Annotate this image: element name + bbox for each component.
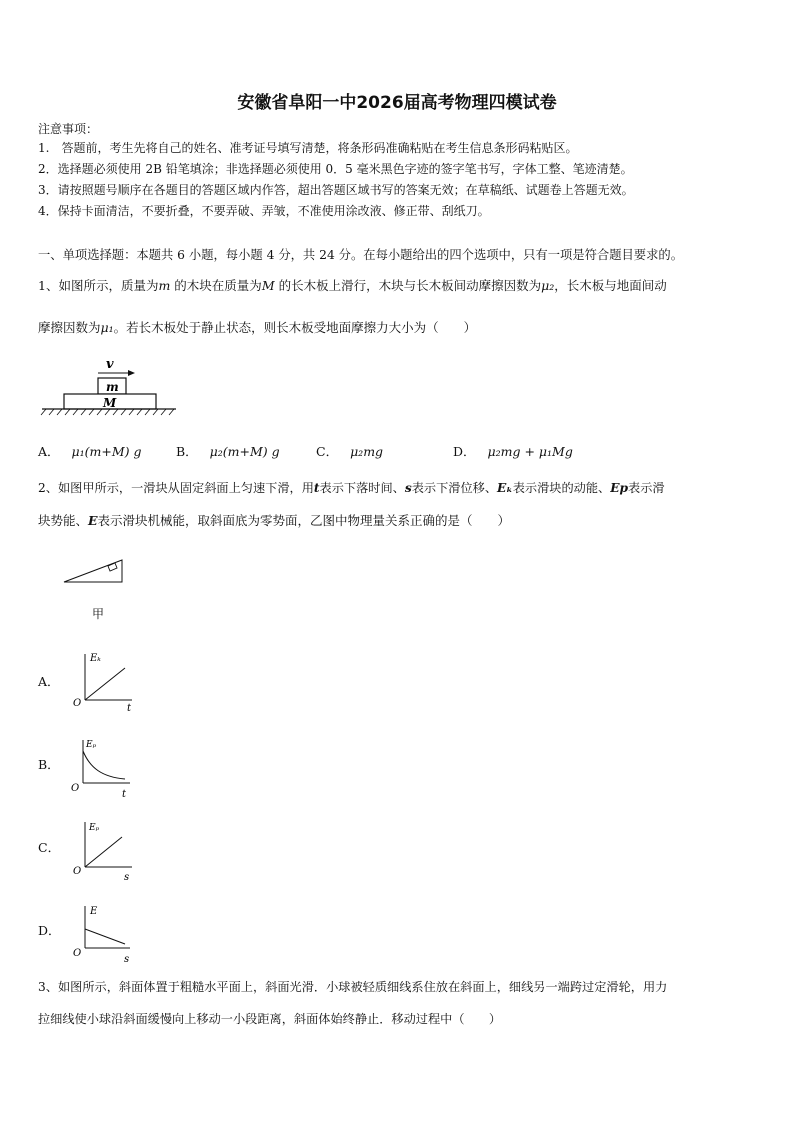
q1-option-d[interactable] xyxy=(453,442,573,460)
q1-text: 。若长木板处于静止状态，则长木板受地面摩擦力大小为（ ） xyxy=(113,320,477,335)
notice-item-3: 3．请按照题号顺序在各题目的答题区域内作答，超出答题区域书写的答案无效；在草稿纸、试题卷上答题无效。 xyxy=(38,183,634,197)
y-axis-label: Eₚ xyxy=(89,823,100,833)
q2-option-c-graph xyxy=(70,818,145,883)
origin-label: O xyxy=(73,866,82,877)
q1-stem-line2 xyxy=(38,318,476,336)
q1-text: 的木块在质量为 xyxy=(170,278,262,293)
q2-symbol-E: E xyxy=(88,513,98,528)
q2-symbol-s: s xyxy=(404,481,412,495)
q2-text: 表示滑块的动能、 xyxy=(512,481,611,495)
q2-text: 表示滑块机械能，取斜面底为零势面，乙图中物理量关系正确的是（ ） xyxy=(97,513,511,528)
q1-fig-velocity-label: v xyxy=(106,357,114,372)
q1-option-a[interactable] xyxy=(38,442,142,460)
y-axis-label: E xyxy=(90,906,98,917)
y-axis-label: Eₚ xyxy=(86,740,97,750)
origin-label: O xyxy=(73,698,82,709)
q2-option-a-label[interactable]: A． xyxy=(38,674,60,689)
option-expression: μ₂mg + μ₁Mg xyxy=(487,444,573,459)
x-axis-label: s xyxy=(124,872,130,883)
q2-symbol-Ep: Ep xyxy=(610,481,629,495)
notice-item-1: 1. 答题前，考生先将自己的姓名、准考证号填写清楚，将条形码准确粘贴在考生信息条形码粘贴区。 xyxy=(38,141,578,155)
q1-symbol-mu2: μ₂ xyxy=(541,278,555,293)
origin-label: O xyxy=(71,783,80,794)
q1-symbol-M: M xyxy=(261,278,275,293)
q2-option-c-label[interactable]: C． xyxy=(38,840,61,855)
notice-item-2: 2．选择题必须使用 2B 铅笔填涂；非选择题必须使用 0．5 毫米黑色字迹的签字笔书写，字体工整、笔迹清楚。 xyxy=(38,162,633,176)
option-label: D． xyxy=(453,444,476,459)
q1-text: 摩擦因数为 xyxy=(38,320,101,335)
q3-stem-line1: 3、如图所示，斜面体置于粗糙水平面上，斜面光滑．小球被轻质细线系住放在斜面上，细线另一端跨过定滑轮，用力 xyxy=(38,980,668,994)
x-axis-label: t xyxy=(127,703,132,714)
page-title: 安徽省阜阳一中2026届高考物理四模试卷 xyxy=(237,93,557,113)
q2-symbol-Ek: Eₖ xyxy=(497,481,513,495)
q1-figure-block-on-board xyxy=(40,352,180,422)
q2-option-b-label[interactable]: B． xyxy=(38,757,60,772)
section-heading-single-choice: 一、单项选择题：本题共 6 小题，每小题 4 分，共 24 分。在每小题给出的四个选项中，只有一项是符合题目要求的。 xyxy=(38,248,683,262)
q1-option-c[interactable] xyxy=(316,442,383,460)
q2-stem-line2 xyxy=(38,511,510,529)
q1-text: 1、如图所示，质量为 xyxy=(38,278,159,293)
arrow-head-icon xyxy=(128,370,135,376)
q2-fig-slider-block xyxy=(108,563,117,571)
origin-label: O xyxy=(73,948,82,959)
q1-fig-m-label: m xyxy=(106,380,119,394)
q2-stem-line1 xyxy=(38,479,665,496)
option-expression: μ₁(m+M) g xyxy=(71,444,142,459)
q2-option-d-graph xyxy=(70,902,145,967)
q1-text: ，长木板与地面间动 xyxy=(554,278,667,293)
q3-stem-line2: 拉细线使小球沿斜面缓慢向上移动一小段距离，斜面体始终静止．移动过程中（ ） xyxy=(38,1012,502,1026)
q1-text: 的长木板上滑行，木块与长木板间动摩擦因数为 xyxy=(274,278,542,293)
option-label: C． xyxy=(316,444,339,459)
graph-curve xyxy=(83,751,125,779)
option-label: B． xyxy=(176,444,198,459)
x-axis-label: t xyxy=(122,789,127,800)
option-expression: μ₂(m+M) g xyxy=(209,444,280,459)
graph-curve xyxy=(85,668,125,700)
q2-option-d-label[interactable]: D． xyxy=(38,923,61,938)
q1-symbol-m: m xyxy=(158,278,171,293)
notice-item-4: 4．保持卡面清洁，不要折叠，不要弄破、弄皱，不准使用涂改液、修正带、刮纸刀。 xyxy=(38,204,490,218)
q1-stem-line1 xyxy=(38,276,667,294)
q1-fig-M-label: M xyxy=(103,396,117,410)
q2-text: 表示滑 xyxy=(628,481,665,495)
y-axis-label: Eₖ xyxy=(90,653,101,664)
q1-symbol-mu1: μ₁ xyxy=(100,320,114,335)
notice-heading: 注意事项： xyxy=(38,122,99,136)
q2-figure-label: 甲 xyxy=(92,607,105,621)
q2-figure-incline xyxy=(60,554,130,589)
q2-text: 表示下滑位移、 xyxy=(411,481,498,495)
graph-curve xyxy=(85,837,122,867)
q2-text: 表示下落时间、 xyxy=(319,481,405,495)
q2-option-a-graph xyxy=(70,650,145,715)
graph-curve xyxy=(85,929,125,944)
option-expression: μ₂mg xyxy=(350,444,384,459)
option-label: A． xyxy=(38,444,60,459)
q1-option-b[interactable] xyxy=(176,442,280,460)
q2-symbol-t: t xyxy=(313,481,320,495)
q2-text: 块势能、 xyxy=(38,513,89,528)
q2-option-b-graph xyxy=(68,736,143,801)
x-axis-label: s xyxy=(124,954,130,965)
q2-text: 2、如图甲所示，一滑块从固定斜面上匀速下滑，用 xyxy=(38,481,314,495)
